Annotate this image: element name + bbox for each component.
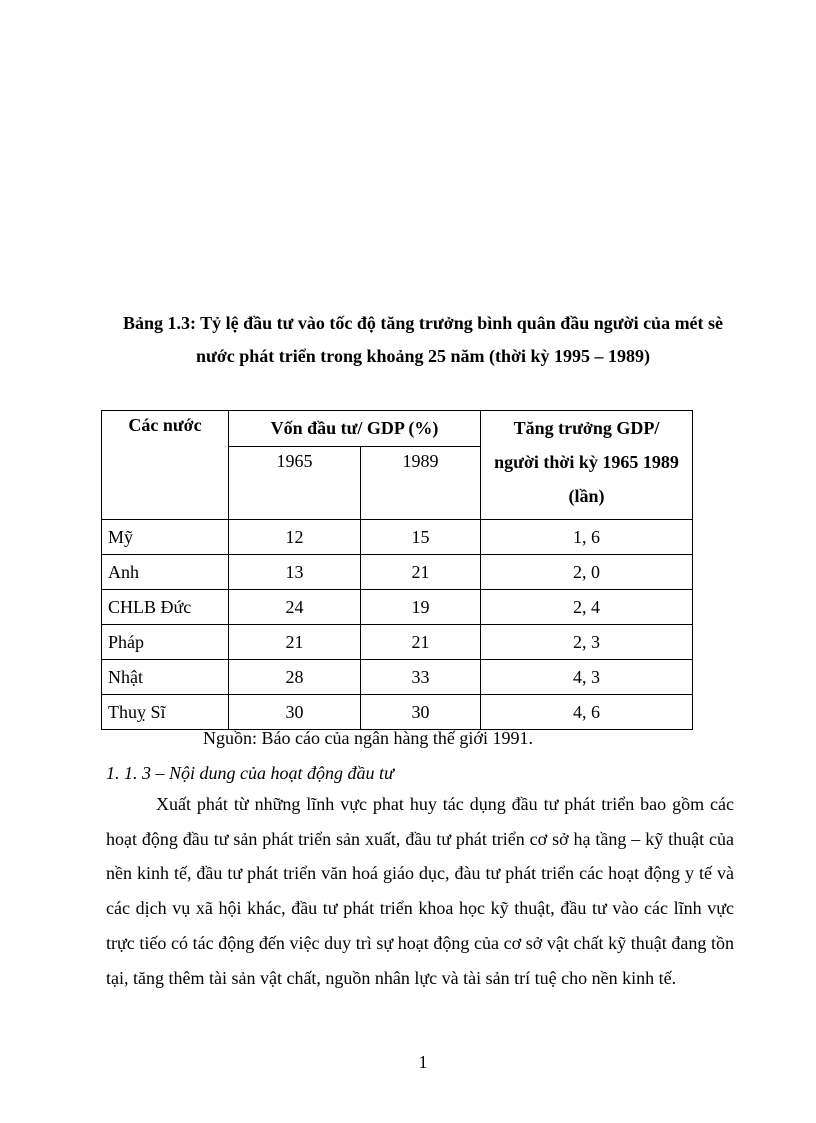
cell-1989: 19 (361, 590, 481, 625)
cell-country: Nhật (102, 660, 229, 695)
cell-1965: 21 (229, 625, 361, 660)
header-growth-line-3: (lần) (568, 486, 605, 506)
cell-1989: 33 (361, 660, 481, 695)
table-header-row (102, 411, 693, 447)
cell-growth: 2, 0 (481, 555, 693, 590)
cell-country: Anh (102, 555, 229, 590)
body-paragraph: Xuất phát từ những lĩnh vực phat huy tác dụng đầu tư phát triển bao gồm các hoạt động đầu tư sản phát triển sản xuất, đầu tư phát triển cơ sở hạ tầng – kỹ thuật của nền kinh tế, đầu tư phát triển văn hoá giáo dục, đàu tư phát triển các hoạt động y tế và các dịch vụ xã hội khác, đầu tư phát triển khoa học kỹ thuật, đầu tư vào các lĩnh vực trực tiếo có tác động đến việc duy trì sự hoạt động của cơ sở vật chất kỹ thuật đang tồn tại, tăng thêm tài sản vật chất, nguồn nhân lực và tài sản trí tuệ cho nền kinh tế. (106, 794, 734, 988)
table-caption-line-2: nước phát triển trong khoảng 25 năm (thời kỳ 1995 – 1989) (196, 346, 650, 366)
table-row (102, 625, 693, 660)
table-row (102, 555, 693, 590)
table-row (102, 590, 693, 625)
header-growth-line-1: Tăng trưởng GDP/ (513, 418, 660, 438)
cell-1965: 24 (229, 590, 361, 625)
cell-1965: 30 (229, 695, 361, 730)
table-source-note: Nguồn: Báo cáo của ngân hàng thế giới 1991. (203, 728, 533, 748)
cell-country: Pháp (102, 625, 229, 660)
cell-country: CHLB Đức (102, 590, 229, 625)
cell-country: Thuỵ Sĩ (102, 695, 229, 730)
header-investment: Vốn đầu tư/ GDP (%) (229, 411, 481, 447)
section-heading: 1. 1. 3 – Nội dung của hoạt động đầu tư (106, 763, 394, 783)
cell-country: Mỹ (102, 520, 229, 555)
investment-growth-table (101, 410, 693, 730)
table-caption-line-1: Bảng 1.3: Tỷ lệ đầu tư vào tốc độ tăng trưởng bình quân đầu người của mét sè (122, 313, 724, 333)
page-number: 1 (418, 1052, 428, 1072)
cell-growth: 2, 4 (481, 590, 693, 625)
table-row (102, 660, 693, 695)
header-year-1989: 1989 (361, 446, 481, 519)
cell-growth: 1, 6 (481, 520, 693, 555)
cell-growth: 4, 6 (481, 695, 693, 730)
header-country: Các nước (102, 411, 229, 520)
cell-growth: 4, 3 (481, 660, 693, 695)
cell-1989: 21 (361, 555, 481, 590)
cell-1989: 30 (361, 695, 481, 730)
cell-1989: 21 (361, 625, 481, 660)
table-row (102, 520, 693, 555)
cell-growth: 2, 3 (481, 625, 693, 660)
header-growth (481, 411, 693, 520)
cell-1965: 13 (229, 555, 361, 590)
cell-1965: 12 (229, 520, 361, 555)
cell-1965: 28 (229, 660, 361, 695)
cell-1989: 15 (361, 520, 481, 555)
header-year-1965: 1965 (229, 446, 361, 519)
table-row (102, 695, 693, 730)
header-growth-line-2: người thời kỳ 1965 1989 (494, 452, 679, 472)
